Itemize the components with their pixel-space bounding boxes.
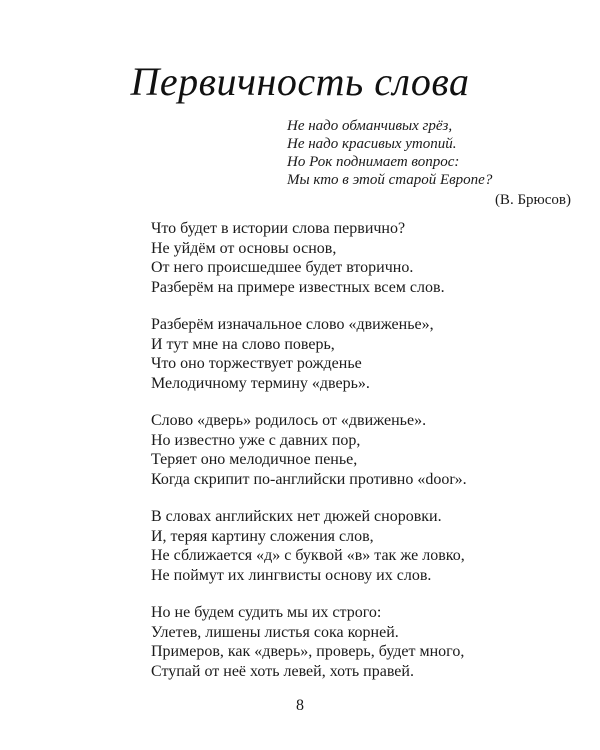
epigraph-line: Не надо обманчивых грёз, bbox=[287, 118, 453, 134]
poem-line: От него происшедшее будет вторично. bbox=[151, 259, 414, 276]
poem-line: И, теряя картину сложения слов, bbox=[151, 527, 374, 545]
poem-line: Улетев, лишены листья сока корней. bbox=[151, 623, 399, 641]
poem-line: Слово «дверь» родилось от «движенье». bbox=[151, 412, 427, 429]
stanza-4 bbox=[151, 507, 581, 585]
poem-line: Не сближается «д» с буквой «в» так же ловко, bbox=[151, 547, 465, 564]
poem-line: Не поймут их лингвисты основу их слов. bbox=[151, 566, 432, 584]
poem-title: Первичность слова bbox=[130, 59, 470, 104]
poem-line: Мелодичному термину «дверь». bbox=[151, 374, 370, 392]
poem-line: И тут мне на слово поверь, bbox=[151, 335, 335, 353]
poem-line: Примеров, как «дверь», проверь, будет много, bbox=[151, 643, 465, 660]
poem-line: Разберём изначальное слово «движенье», bbox=[151, 316, 434, 333]
poem-line: Разберём на примере известных всем слов. bbox=[151, 278, 445, 296]
poem-body bbox=[151, 219, 581, 699]
poem-line: Но известно уже с давних пор, bbox=[151, 431, 361, 449]
stanza-5 bbox=[151, 603, 581, 681]
poem-line: Что оно торжествует рожденье bbox=[151, 355, 362, 372]
poem-line: В словах английских нет дюжей сноровки. bbox=[151, 508, 442, 525]
epigraph-author: (В. Брюсов) bbox=[494, 192, 571, 208]
page-number: 8 bbox=[296, 697, 304, 714]
stanza-3 bbox=[151, 411, 581, 489]
epigraph-line: Но Рок поднимает вопрос: bbox=[287, 154, 460, 170]
poem-line: Что будет в истории слова первично? bbox=[151, 220, 406, 237]
poem-line: Ступай от неё хоть левей, хоть правей. bbox=[151, 662, 414, 680]
poem-line: Когда скрипит по-английски противно «door». bbox=[151, 470, 467, 488]
poem-line: Теряет оно мелодичное пенье, bbox=[151, 451, 358, 468]
stanza-2 bbox=[151, 315, 581, 393]
epigraph-line: Мы кто в этой старой Европе? bbox=[287, 172, 493, 188]
stanza-1 bbox=[151, 219, 581, 297]
epigraph-line: Не надо красивых утопий. bbox=[287, 136, 457, 152]
epigraph bbox=[287, 117, 577, 209]
poem-line: Но не будем судить мы их строго: bbox=[151, 604, 382, 621]
poem-line: Не уйдём от основы основ, bbox=[151, 239, 337, 257]
